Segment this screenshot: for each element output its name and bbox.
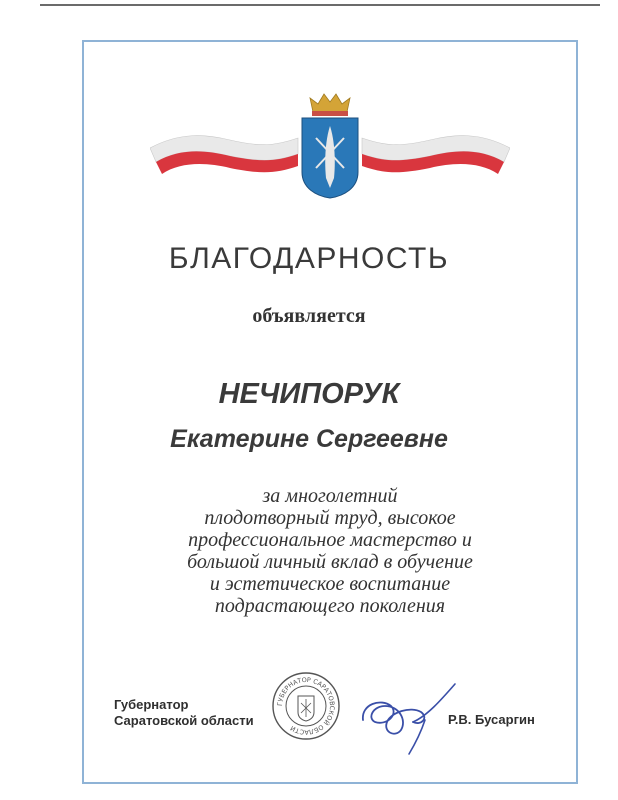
award-reason-line: подрастающего поколения bbox=[214, 595, 446, 617]
award-reason-line: профессиональное мастерство и bbox=[188, 529, 472, 551]
signatory-position bbox=[114, 697, 254, 729]
award-reason-line: и эстетическое воспитание bbox=[209, 573, 451, 595]
recipient-given-names: Екатерине Сергеевне bbox=[170, 425, 448, 453]
signatory-name: Р.В. Бусаргин bbox=[448, 712, 535, 727]
award-reason-line: плодотворный труд, высокое bbox=[204, 507, 456, 529]
tricolor-ribbon-right bbox=[362, 136, 510, 174]
coat-of-arms-emblem bbox=[150, 92, 510, 200]
award-reason-line: за многолетний bbox=[262, 485, 398, 507]
recipient-surname: НЕЧИПОРУК bbox=[218, 378, 400, 410]
award-reason-line: большой личный вклад в обучение bbox=[187, 551, 473, 573]
signatory-position-line: Саратовской области bbox=[114, 713, 254, 728]
scan-edge-line bbox=[40, 4, 600, 6]
certificate-subtitle: объявляется bbox=[252, 305, 366, 327]
seal-text: ГУБЕРНАТОР САРАТОВСКОЙ ОБЛАСТИ bbox=[275, 675, 337, 737]
signatory-position-line: Губернатор bbox=[114, 697, 189, 712]
award-reason bbox=[110, 485, 550, 617]
governor-seal-stamp bbox=[270, 670, 342, 742]
shield-icon bbox=[302, 118, 358, 198]
certificate-title: БЛАГОДАРНОСТЬ bbox=[168, 242, 450, 275]
crown-icon bbox=[310, 94, 350, 116]
tricolor-ribbon-left bbox=[150, 136, 298, 174]
